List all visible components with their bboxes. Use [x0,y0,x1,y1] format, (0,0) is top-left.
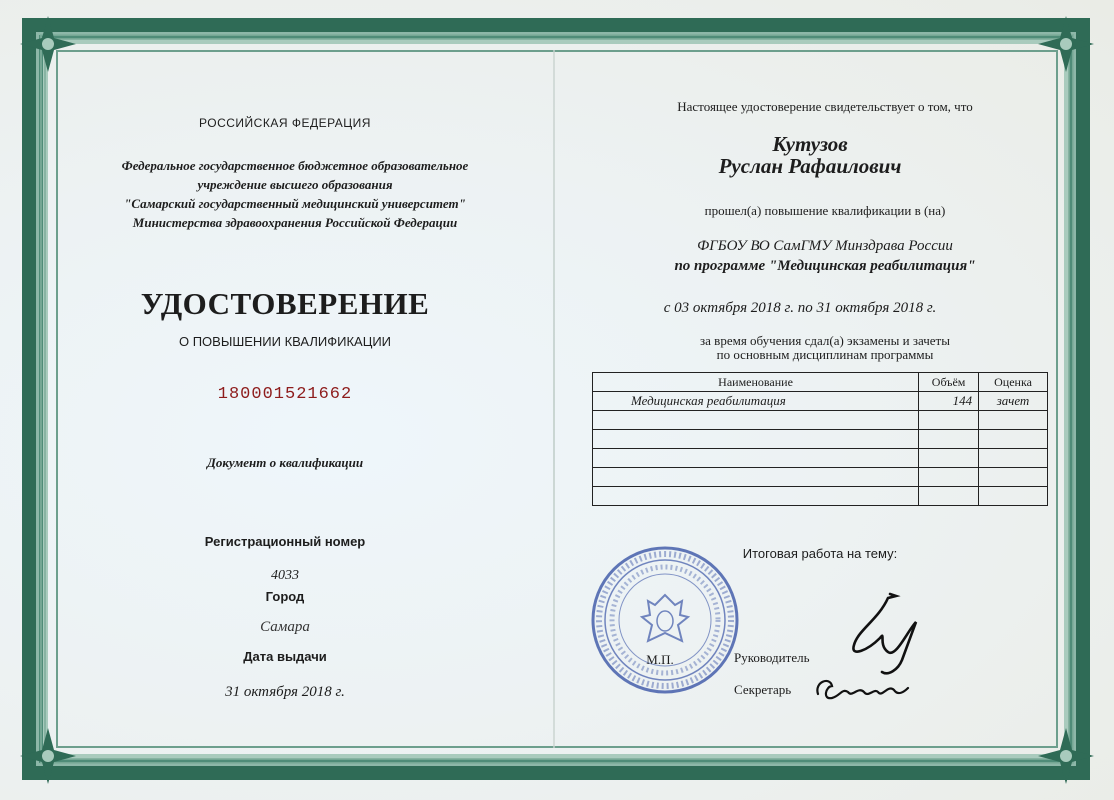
column-header-volume: Объём [919,373,979,392]
grade-cell [979,468,1048,487]
table-row [593,392,1048,411]
seal-caption: М.П. [646,652,674,667]
discipline-cell: Медицинская реабилитация [593,392,919,411]
grades-table [592,372,1048,506]
registration-label: Регистрационный номер [204,534,366,549]
holder-given-names: Руслан Рафаилович [718,154,902,178]
volume-cell [919,449,979,468]
issuing-organization [100,156,490,232]
completion-text: прошел(а) повышение квалификации в (на) [704,203,946,218]
volume-cell: 144 [919,392,979,411]
registration-number: 4033 [271,568,299,583]
discipline-cell [593,468,919,487]
training-period: с 03 октября 2018 г. по 31 октября 2018 г. [663,300,937,316]
column-header-name: Наименование [593,373,919,392]
corner-ornament-icon [1036,14,1096,74]
country-name: РОССИЙСКАЯ ФЕДЕРАЦИЯ [199,116,371,130]
certificate-number: 180001521662 [217,385,353,404]
secretary-signature-icon [812,668,912,708]
exams-text: по основным дисциплинам программы [716,347,934,362]
volume-cell [919,468,979,487]
table-row [593,430,1048,449]
organization-line: Федеральное государственное бюджетное образовательное [121,158,469,173]
city-value: Самара [260,619,310,635]
attestation-text: Настоящее удостоверение свидетельствует о том, что [677,99,973,114]
city-label: Город [265,589,305,604]
discipline-cell [593,430,919,449]
exams-text: за время обучения сдал(а) экзамены и зачеты [700,333,950,348]
table-row [593,487,1048,506]
director-label: Руководитель [734,650,810,665]
table-header-row [593,373,1048,392]
certificate-title: УДОСТОВЕРЕНИЕ [140,286,430,321]
holder-surname: Кутузов [772,132,848,156]
document-type: Документ о квалификации [206,455,364,470]
discipline-cell [593,487,919,506]
discipline-cell [593,411,919,430]
column-header-grade: Оценка [979,373,1048,392]
organization-line: "Самарский государственный медицинский университет" [124,196,466,211]
corner-ornament-icon [18,726,78,786]
page-fold [553,50,555,748]
corner-ornament-icon [18,14,78,74]
volume-cell [919,430,979,449]
issue-date: 31 октября 2018 г. [225,684,345,700]
table-row [593,411,1048,430]
program-name: по программе "Медицинская реабилитация" [674,258,976,274]
table-row [593,468,1048,487]
discipline-cell [593,449,919,468]
organization-line: Министерства здравоохранения Российской Федерации [132,215,458,230]
grade-cell [979,411,1048,430]
grade-cell [979,487,1048,506]
table-row [593,449,1048,468]
official-seal-icon [590,545,740,695]
director-signature-icon [838,590,928,680]
organization-line: учреждение высшего образования [197,177,393,192]
secretary-label: Секретарь [734,682,792,697]
volume-cell [919,487,979,506]
institution-name: ФГБОУ ВО СамГМУ Минздрава России [697,238,953,254]
grade-cell: зачет [979,392,1048,411]
grade-cell [979,430,1048,449]
volume-cell [919,411,979,430]
corner-ornament-icon [1036,726,1096,786]
grade-cell [979,449,1048,468]
thesis-label: Итоговая работа на тему: [742,546,898,561]
certificate-subtitle: О ПОВЫШЕНИИ КВАЛИФИКАЦИИ [178,334,392,349]
issue-date-label: Дата выдачи [243,649,327,664]
